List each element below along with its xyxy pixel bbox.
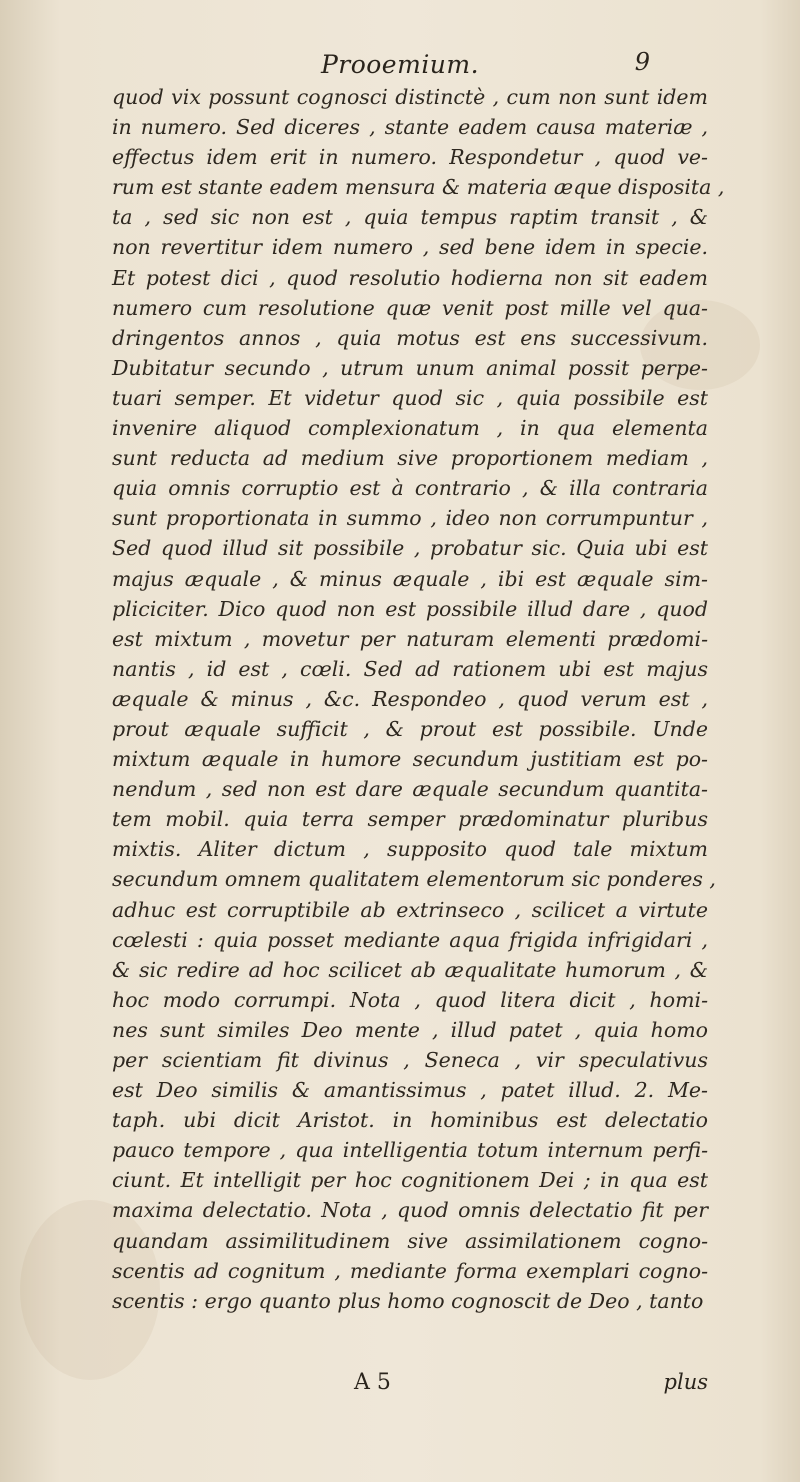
text-line: scentis ad cognitum , mediante forma exemplari cogno-	[112, 1258, 708, 1283]
text-line: Sed quod illud sit possibile , probatur sic. Quia ubi est	[112, 536, 708, 561]
text-line: Et potest dici , quod resolutio hodierna non sit eadem	[112, 265, 708, 290]
text-line: æquale & minus , &c. Respondeo , quod verum est ,	[112, 686, 708, 711]
text-line: mixtis. Aliter dictum , supposito quod tale mixtum	[112, 837, 708, 862]
text-line: quandam assimilitudinem sive assimilationem cogno-	[112, 1228, 708, 1253]
text-line: Dubitatur secundo , utrum unum animal possit perpe-	[112, 355, 708, 380]
text-line: est mixtum , movetur per naturam elementi prædomi-	[112, 626, 708, 651]
text-line: adhuc est corruptibile ab extrinseco , scilicet a virtute	[112, 897, 708, 922]
page-footer	[112, 1370, 708, 1400]
text-line: effectus idem erit in numero. Respondetur , quod ve-	[112, 145, 708, 170]
text-line: mixtum æquale in humore secundum justitiam est po-	[112, 747, 708, 772]
text-line: maxima delectatio. Nota , quod omnis delectatio fit per	[112, 1198, 708, 1223]
text-line: quia omnis corruptio est à contrario , & illa contraria	[112, 476, 708, 501]
text-line: pliciciter. Dico quod non est possibile illud dare , quod	[112, 596, 708, 621]
signature-mark: A 5	[354, 1370, 391, 1395]
text-line: in numero. Sed diceres , stante eadem causa materiæ ,	[112, 115, 708, 140]
text-line: per scientiam fit divinus , Seneca , vir speculativus	[112, 1048, 708, 1072]
text-line: sunt proportionata in summo , ideo non corrumpuntur ,	[112, 506, 708, 531]
text-line: nendum , sed non est dare æquale secundum quantita-	[112, 777, 708, 802]
text-line: hoc modo corrumpi. Nota , quod litera dicit , homi-	[112, 987, 708, 1012]
text-line: ciunt. Et intelligit per hoc cognitionem Dei ; in qua est	[112, 1168, 708, 1193]
page-number: 9	[634, 48, 650, 76]
text-line: prout æquale sufficit , & prout est possibile. Unde	[112, 716, 708, 741]
text-line: numero cum resolutione quæ venit post mille vel qua-	[112, 295, 708, 320]
text-line: cœlesti : quia posset mediante aqua frigida infrigidari ,	[112, 927, 708, 952]
text-line: pauco tempore , qua intelligentia totum internum perfi-	[112, 1138, 708, 1163]
text-line: tuari semper. Et videtur quod sic , quia possibile est	[112, 385, 708, 410]
page-header	[0, 46, 800, 80]
text-line: tem mobil. quia terra semper prædominatur pluribus	[112, 807, 708, 832]
text-line: secundum omnem qualitatem elementorum sic ponderes ,	[112, 867, 716, 892]
text-line: rum est stante eadem mensura & materia æque dispositа ,	[112, 175, 725, 200]
text-line: quod vix possunt cognosci distinctè , cum non sunt idem	[112, 85, 708, 109]
running-title: Prooemium.	[320, 50, 480, 79]
text-line: ta , sed sic non est , quia tempus raptim transit , &	[112, 205, 708, 230]
text-line: non revertitur idem numero , sed bene idem in specie.	[112, 235, 708, 260]
text-line: nantis , id est , cœli. Sed ad rationem ubi est majus	[112, 656, 708, 681]
text-line: & sic redire ad hoc scilicet ab æqualitate humorum , &	[112, 957, 708, 982]
text-line: scentis : ergo quanto plus homo cognoscit de Deo , tanto	[112, 1288, 704, 1313]
text-line: invenire aliquod complexionatum , in qua elementa	[112, 416, 708, 441]
text-line: majus æquale , & minus æquale , ibi est æquale sim-	[112, 566, 708, 591]
text-line: est Deo similis & amantissimus , patet illud. 2. Me-	[112, 1078, 708, 1103]
text-line: taph. ubi dicit Aristot. in hominibus est delectatio	[112, 1108, 708, 1133]
text-line: sunt reducta ad medium sive proportionem mediam ,	[112, 446, 708, 471]
catchword: plus	[663, 1370, 708, 1394]
body-text	[112, 82, 725, 1316]
text-line: nes sunt similes Deo mente , illud patet , quia homo	[112, 1017, 708, 1042]
text-line: dringentos annos , quia motus est ens successivum.	[112, 325, 708, 350]
